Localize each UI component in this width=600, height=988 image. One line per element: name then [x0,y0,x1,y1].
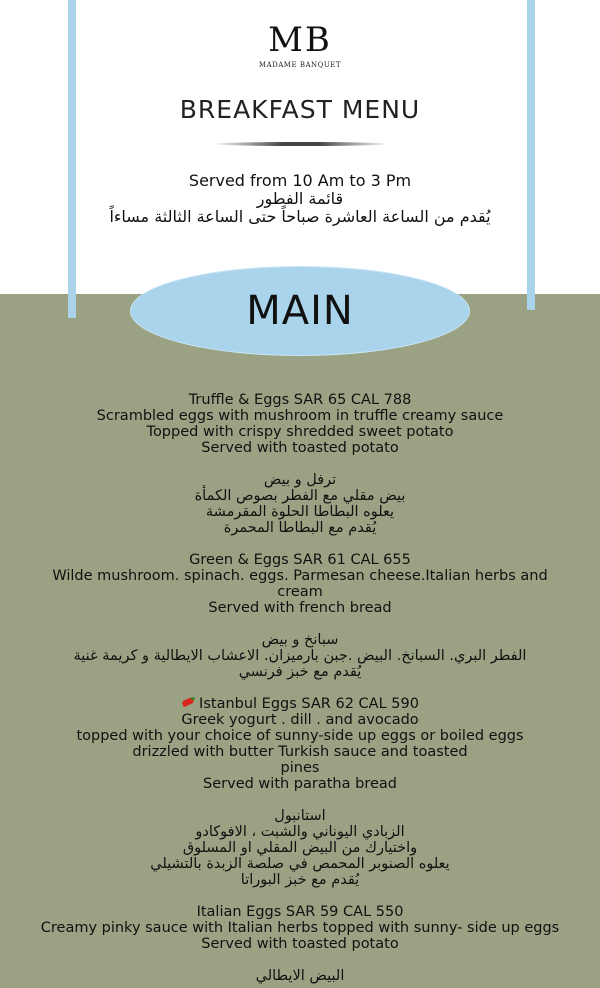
brand-logo [0,22,600,69]
title-divider [212,142,390,146]
item-desc-ar-line: يعلوه الصنوبر المحمص في صلصة الزبدة بالتشيلي [150,856,450,872]
item-desc-en: Scrambled eggs with mushroom in truffle creamy sauce [96,408,504,424]
chili-pepper-icon [181,697,195,707]
page-title: BREAKFAST MENU [179,95,421,124]
item-desc-ar [0,472,600,536]
item-desc-en: drizzled with butter Turkish sauce and toasted [132,744,468,760]
menu-item [0,392,600,536]
brand-name: MADAME BANQUET [258,61,342,69]
item-desc-en: topped with your choice of sunny-side up eggs or boiled eggs [76,728,524,744]
item-title-ar: البيض الايطالي [255,968,345,984]
item-title: Istanbul Eggs SAR 62 CAL 590 [199,696,419,712]
section-badge [130,266,470,356]
item-title: Italian Eggs SAR 59 CAL 550 [196,904,404,920]
item-desc-ar-line: الزبادي اليوناني والشبت ، الافوكادو [195,824,405,840]
item-desc-ar [0,808,600,888]
item-desc-en: pines [280,760,320,776]
item-desc-en: Served with french bread [208,600,392,616]
item-desc-ar-line: يُقدم مع خبز البوراتا [240,872,360,888]
item-desc-en: Served with toasted potato [201,936,399,952]
item-title-ar: استانبول [274,808,326,824]
menu-items [0,392,600,984]
serving-hours-ar: يُقدم من الساعة العاشرة صباحاً حتى الساعة الثالثة مساءاً [109,207,491,226]
serving-hours [0,172,600,226]
item-title: Green & Eggs SAR 61 CAL 655 [189,552,411,568]
section-title: MAIN [246,288,354,334]
menu-item [0,904,600,984]
item-title: Truffle & Eggs SAR 65 CAL 788 [188,392,412,408]
item-desc-ar-line: يُقدم مع البطاطا المحمرة [223,520,377,536]
item-title-row [0,696,600,712]
item-desc-ar-line: بيض مقلي مع الفطر بصوص الكمأة [194,488,406,504]
menu-title-ar: قائمة الفطور [256,189,344,208]
item-desc-ar-line: يعلوه البطاطا الحلوة المقرمشة [205,504,395,520]
item-desc-en: Topped with crispy shredded sweet potato [146,424,454,440]
item-desc-en: cream [277,584,323,600]
item-desc-ar-line: واختيارك من البيض المقلي او المسلوق [182,840,418,856]
item-desc-en: Served with toasted potato [201,440,399,456]
item-title-ar: سبانخ و بيض [261,632,339,648]
item-title-ar: ترفل و بيض [263,472,337,488]
serving-hours-en: Served from 10 Am to 3 Pm [188,171,412,190]
logo-letters: MB [268,20,332,60]
item-desc-en: Served with paratha bread [203,776,397,792]
item-desc-ar-line: يُقدم مع خبز فرنسي [238,664,362,680]
item-desc-ar-line: الفطر البري. السبانخ. البيض .جبن بارميزان. الاعشاب الايطالية و كريمة غنية [73,648,527,664]
menu-item [0,696,600,888]
logo-mark [0,22,600,58]
item-desc-ar [0,968,600,984]
menu-item [0,552,600,680]
item-desc-ar [0,632,600,680]
item-desc-en: Greek yogurt . dill . and avocado [181,712,419,728]
item-desc-en: Wilde mushroom. spinach. eggs. Parmesan cheese.Italian herbs and [52,568,548,584]
item-desc-en: Creamy pinky sauce with Italian herbs topped with sunny- side up eggs [40,920,560,936]
